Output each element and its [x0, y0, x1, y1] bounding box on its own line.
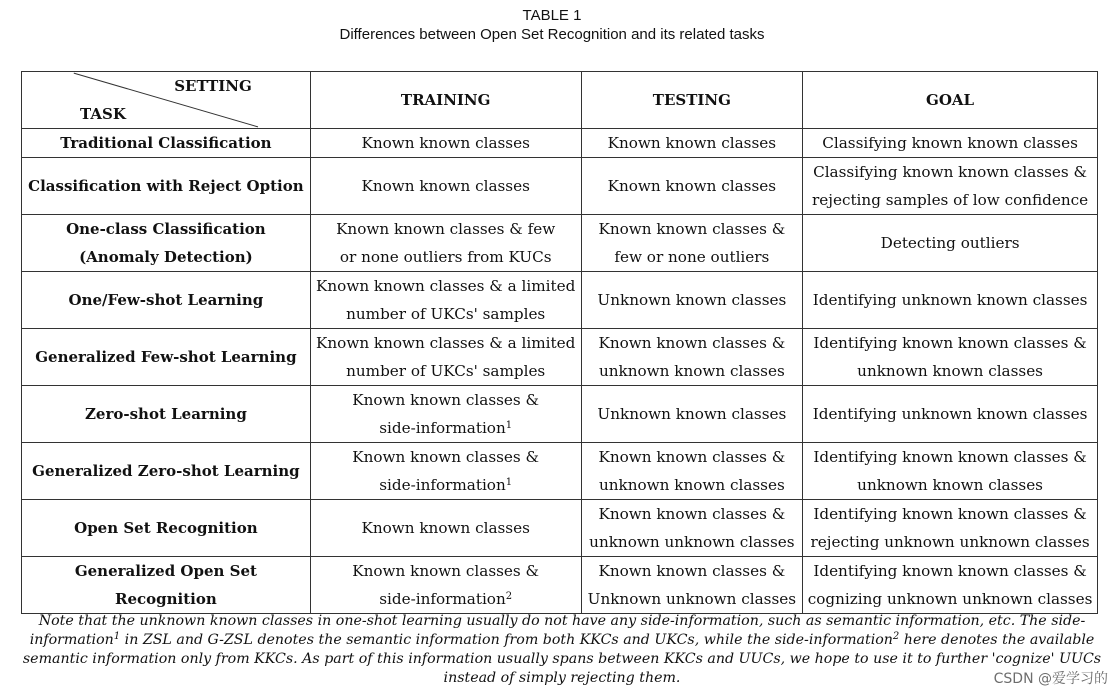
- task-cell-line: [24, 343, 308, 371]
- testing-cell-text: unknown unknown classes: [589, 533, 795, 551]
- goal-cell-text: Identifying known known classes &: [813, 334, 1087, 352]
- goal-cell-line: [805, 357, 1095, 385]
- training-cell-line: [313, 357, 579, 385]
- training-cell-text: or none outliers from KUCs: [339, 248, 552, 266]
- testing-cell: [581, 329, 803, 386]
- gosr-goal-line-1: Identifying known known classes &: [813, 562, 1087, 580]
- gosr-goal-cell: [803, 557, 1098, 614]
- training-cell-text: side-information: [379, 419, 506, 437]
- training-cell: [310, 158, 581, 215]
- goal-cell: [803, 443, 1098, 500]
- task-cell-text: One-class Classification: [66, 220, 266, 238]
- testing-cell-text: Known known classes &: [598, 505, 786, 523]
- goal-cell-text: Identifying known known classes &: [813, 448, 1087, 466]
- goal-cell: [803, 215, 1098, 272]
- testing-cell-line: [584, 443, 801, 471]
- testing-cell-line: [584, 286, 801, 314]
- goal-cell-text: unknown known classes: [857, 476, 1043, 494]
- goal-cell: [803, 129, 1098, 158]
- testing-cell: [581, 215, 803, 272]
- training-cell-text: Known known classes: [361, 134, 530, 152]
- note-footnote-marker-1: 1: [113, 631, 121, 642]
- testing-header: TESTING: [581, 72, 803, 129]
- testing-cell: [581, 272, 803, 329]
- gosr-goal-line-2: cognizing unknown unknown classes: [807, 590, 1093, 608]
- training-cell-line: [313, 129, 579, 157]
- testing-cell-text: Unknown known classes: [597, 291, 787, 309]
- testing-cell-line: [584, 129, 801, 157]
- table-title: Differences between Open Set Recognition and its related tasks: [339, 26, 765, 43]
- testing-cell: [581, 500, 803, 557]
- note-text-2: in ZSL and G-ZSL denotes the semantic information from both KKCs and UKCs, while the side-information: [120, 632, 893, 648]
- goal-cell-line: [805, 400, 1095, 428]
- comparison-table: [21, 71, 1098, 557]
- training-header: TRAINING: [310, 72, 581, 129]
- goal-cell: [803, 158, 1098, 215]
- task-cell-line: [24, 129, 308, 157]
- goal-cell-line: [805, 500, 1095, 528]
- goal-cell-text: Identifying unknown known classes: [812, 405, 1088, 423]
- table-row: [22, 443, 1098, 500]
- task-cell: [22, 215, 311, 272]
- goal-cell-text: Classifying known known classes &: [813, 163, 1088, 181]
- gosr-training-text: side-information: [379, 590, 506, 608]
- goal-cell-text: Classifying known known classes: [822, 134, 1078, 152]
- goal-cell-line: [805, 129, 1095, 157]
- goal-cell-text: rejecting unknown unknown classes: [810, 533, 1090, 551]
- gosr-training-cell: [310, 557, 581, 614]
- training-cell: [310, 129, 581, 158]
- testing-cell-text: Known known classes &: [598, 220, 786, 238]
- training-cell: [310, 386, 581, 443]
- goal-cell-line: [805, 186, 1095, 214]
- table-row: [22, 386, 1098, 443]
- training-cell: [310, 443, 581, 500]
- testing-cell-text: unknown known classes: [598, 362, 785, 380]
- testing-cell-line: [584, 471, 801, 499]
- goal-cell-line: [805, 229, 1095, 257]
- training-cell-text: Known known classes & few: [336, 220, 556, 238]
- task-cell-line: [24, 400, 308, 428]
- task-cell-line: [24, 172, 308, 200]
- training-cell-line: [313, 243, 579, 271]
- table-row: [22, 500, 1098, 557]
- training-cell-text: side-information: [379, 476, 506, 494]
- training-cell: [310, 215, 581, 272]
- gosr-table: [21, 556, 1098, 614]
- footnote-marker: 1: [505, 420, 513, 431]
- gosr-training-line-1: Known known classes &: [352, 562, 540, 580]
- training-cell-line: [313, 172, 579, 200]
- training-cell-text: Known known classes: [361, 177, 530, 195]
- goal-cell-text: unknown known classes: [857, 362, 1043, 380]
- testing-cell-line: [584, 215, 801, 243]
- training-cell: [310, 500, 581, 557]
- table-row: [22, 215, 1098, 272]
- training-cell-text: Known known classes &: [352, 448, 540, 466]
- gosr-testing-line-1: Known known classes &: [598, 562, 786, 580]
- training-cell-line: [313, 329, 579, 357]
- task-cell-text: Generalized Few-shot Learning: [35, 348, 297, 366]
- task-cell-text: (Anomaly Detection): [79, 248, 253, 266]
- testing-cell-line: [584, 243, 801, 271]
- note-text-1: Note that the unknown known classes in one-shot learning usually do not have any side-information, such as semantic information, etc. The side-information: [29, 613, 1086, 648]
- testing-cell-text: Known known classes: [607, 134, 777, 152]
- gosr-task-cell: Generalized Open Set Recognition: [22, 557, 311, 614]
- task-cell-text: Open Set Recognition: [74, 519, 258, 537]
- header-row: [22, 72, 1098, 129]
- goal-cell-line: [805, 286, 1095, 314]
- testing-cell-line: [584, 500, 801, 528]
- goal-cell-text: rejecting samples of low confidence: [812, 191, 1089, 209]
- gosr-row: [22, 557, 1098, 614]
- task-cell-line: [24, 215, 308, 243]
- table-row: [22, 158, 1098, 215]
- goal-cell-text: Detecting outliers: [880, 234, 1020, 252]
- training-cell-text: number of UKCs' samples: [346, 362, 546, 380]
- task-cell-line: [24, 457, 308, 485]
- training-cell-text: Known known classes & a limited: [316, 334, 576, 352]
- footnote-marker: 1: [505, 477, 513, 488]
- testing-cell-line: [584, 357, 801, 385]
- task-cell: [22, 329, 311, 386]
- goal-cell-line: [805, 528, 1095, 556]
- training-cell-text: Known known classes & a limited: [316, 277, 576, 295]
- goal-cell: [803, 272, 1098, 329]
- testing-cell-text: unknown known classes: [598, 476, 785, 494]
- testing-cell-line: [584, 172, 801, 200]
- task-cell-line: [24, 514, 308, 542]
- training-cell-line: [313, 215, 579, 243]
- task-cell-text: Zero-shot Learning: [84, 405, 247, 423]
- training-cell-text: number of UKCs' samples: [346, 305, 546, 323]
- testing-cell: [581, 129, 803, 158]
- training-cell-line: [313, 300, 579, 328]
- testing-cell: [581, 443, 803, 500]
- task-cell: [22, 386, 311, 443]
- goal-cell-text: Identifying known known classes &: [813, 505, 1087, 523]
- table-number: TABLE 1: [522, 7, 582, 24]
- training-cell-line: [313, 414, 579, 442]
- setting-header: SETTING: [174, 77, 252, 95]
- diagonal-header-cell: [22, 72, 311, 129]
- gosr-training-line-2: [313, 585, 579, 613]
- training-cell-line: [313, 272, 579, 300]
- testing-cell-text: few or none outliers: [614, 248, 770, 266]
- goal-cell: [803, 329, 1098, 386]
- goal-cell-text: Identifying unknown known classes: [812, 291, 1088, 309]
- task-cell-text: Generalized Zero-shot Learning: [32, 462, 300, 480]
- training-cell-line: [313, 514, 579, 542]
- note-footnote-marker-2: 2: [892, 631, 900, 642]
- goal-cell-line: [805, 329, 1095, 357]
- task-cell: [22, 158, 311, 215]
- testing-cell-text: Known known classes &: [598, 334, 786, 352]
- task-cell-text: One/Few-shot Learning: [68, 291, 264, 309]
- training-cell-text: Known known classes: [361, 519, 530, 537]
- testing-cell-text: Unknown known classes: [597, 405, 787, 423]
- task-cell: [22, 500, 311, 557]
- training-cell-text: Known known classes &: [352, 391, 540, 409]
- training-cell: [310, 329, 581, 386]
- training-cell: [310, 272, 581, 329]
- training-cell-line: [313, 386, 579, 414]
- training-cell-line: [313, 471, 579, 499]
- csdn-watermark: CSDN @爱学习的: [993, 671, 1108, 687]
- task-cell: [22, 443, 311, 500]
- goal-header: GOAL: [803, 72, 1098, 129]
- training-cell-line: [313, 443, 579, 471]
- task-cell: [22, 129, 311, 158]
- goal-cell-line: [805, 158, 1095, 186]
- testing-cell: [581, 158, 803, 215]
- gosr-testing-line-2: Unknown unknown classes: [587, 590, 797, 608]
- table-note: [20, 612, 1104, 688]
- testing-cell-line: [584, 400, 801, 428]
- task-cell-line: [24, 286, 308, 314]
- goal-cell-line: [805, 471, 1095, 499]
- gosr-testing-cell: [581, 557, 803, 614]
- table-row: [22, 329, 1098, 386]
- table-row: [22, 129, 1098, 158]
- diagonal-divider: [22, 72, 310, 128]
- task-cell-text: Classification with Reject Option: [28, 177, 304, 195]
- task-header: TASK: [80, 105, 126, 123]
- goal-cell-line: [805, 443, 1095, 471]
- task-cell-line: [24, 243, 308, 271]
- testing-cell-text: Known known classes: [607, 177, 777, 195]
- goal-cell: [803, 386, 1098, 443]
- note-text-3: here denotes the available semantic information only from KKCs. As part of this information usually spans between KKCs and UUCs, we hope to use it to further 'cognize' UUCs instead of simply rejecting them.: [22, 632, 1102, 686]
- task-cell: [22, 272, 311, 329]
- goal-cell: [803, 500, 1098, 557]
- task-cell-text: Traditional Classification: [60, 134, 272, 152]
- testing-cell: [581, 386, 803, 443]
- table-row: [22, 272, 1098, 329]
- testing-cell-line: [584, 528, 801, 556]
- testing-cell-line: [584, 329, 801, 357]
- testing-cell-text: Known known classes &: [598, 448, 786, 466]
- footnote-marker: 2: [505, 591, 513, 602]
